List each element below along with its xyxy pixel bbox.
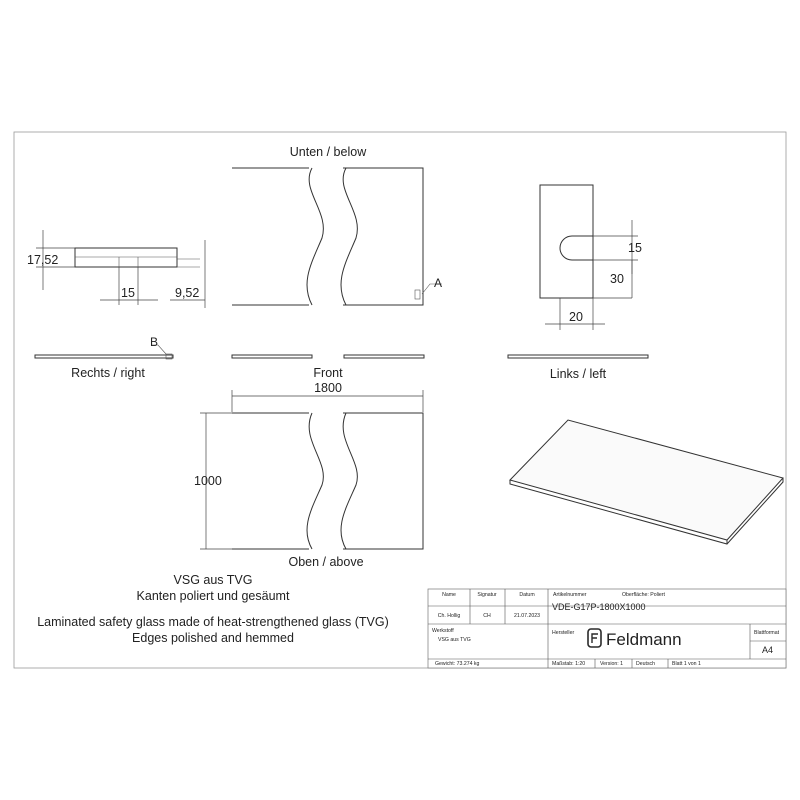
tb-header-signatur: Signatur bbox=[477, 592, 497, 598]
tb-value-signatur: CH bbox=[483, 613, 491, 619]
view-above bbox=[194, 381, 423, 569]
tb-gewicht: Gewicht: 73.274 kg bbox=[435, 661, 480, 667]
dim-notch-width: 15 bbox=[121, 286, 135, 300]
tb-header-oberflaeche: Oberfläche: Poliert bbox=[622, 592, 665, 598]
feldmann-logo-text: Feldmann bbox=[606, 630, 682, 649]
dim-edge-offset: 9,52 bbox=[175, 286, 200, 300]
tb-header-name: Name bbox=[442, 592, 456, 598]
tb-version: Version: 1 bbox=[600, 661, 624, 667]
callout-b: B bbox=[150, 335, 159, 349]
view-label-right: Rechts / right bbox=[71, 366, 145, 380]
tb-header-werkstoff: Werkstoff bbox=[432, 628, 454, 634]
note-en-line2: Edges polished and hemmed bbox=[132, 631, 294, 645]
view-label-front: Front bbox=[313, 366, 343, 380]
dim-thickness: 17,52 bbox=[27, 253, 59, 267]
tb-blatt: Blatt 1 von 1 bbox=[672, 661, 701, 667]
tb-value-werkstoff: VSG aus TVG bbox=[438, 637, 471, 643]
dim-height: 1000 bbox=[194, 474, 222, 488]
tb-value-datum: 21.07.2023 bbox=[514, 613, 540, 619]
view-front bbox=[232, 355, 424, 380]
tb-header-hersteller: Hersteller bbox=[552, 630, 575, 636]
tb-value-artikel: VDE-G17P-1800X1000 bbox=[552, 602, 646, 612]
view-left-detail bbox=[540, 185, 642, 330]
tb-header-artikel: Artikelnummer bbox=[553, 592, 587, 598]
material-notes bbox=[37, 573, 389, 645]
tb-header-blattformat: Blattformat bbox=[754, 630, 780, 636]
tb-header-datum: Datum bbox=[519, 592, 535, 598]
view-below bbox=[232, 145, 442, 305]
dim-cutout-height: 15 bbox=[628, 241, 642, 255]
note-de-line1: VSG aus TVG bbox=[173, 573, 253, 587]
drawing-frame bbox=[14, 132, 786, 668]
dim-cutout-offset: 30 bbox=[610, 272, 624, 286]
view-right bbox=[35, 335, 173, 380]
callout-a: A bbox=[434, 276, 443, 290]
tb-massstab: Maßstab: 1:20 bbox=[552, 661, 586, 667]
view-label-above: Oben / above bbox=[288, 555, 364, 569]
note-de-line2: Kanten poliert und gesäumt bbox=[136, 589, 290, 603]
note-en-line1: Laminated safety glass made of heat-strengthened glass (TVG) bbox=[37, 615, 389, 629]
dim-cutout-depth: 20 bbox=[569, 310, 583, 324]
tb-value-name: Ch. Hollig bbox=[437, 613, 461, 619]
view-label-below: Unten / below bbox=[289, 145, 367, 159]
tb-value-blattformat: A4 bbox=[762, 645, 774, 655]
isometric-view bbox=[510, 420, 783, 544]
edge-detail bbox=[27, 230, 205, 308]
title-block bbox=[428, 589, 786, 668]
view-left bbox=[508, 355, 648, 381]
tb-sprache: Deutsch bbox=[636, 661, 656, 667]
dim-width: 1800 bbox=[314, 381, 342, 395]
view-label-left: Links / left bbox=[549, 367, 607, 381]
